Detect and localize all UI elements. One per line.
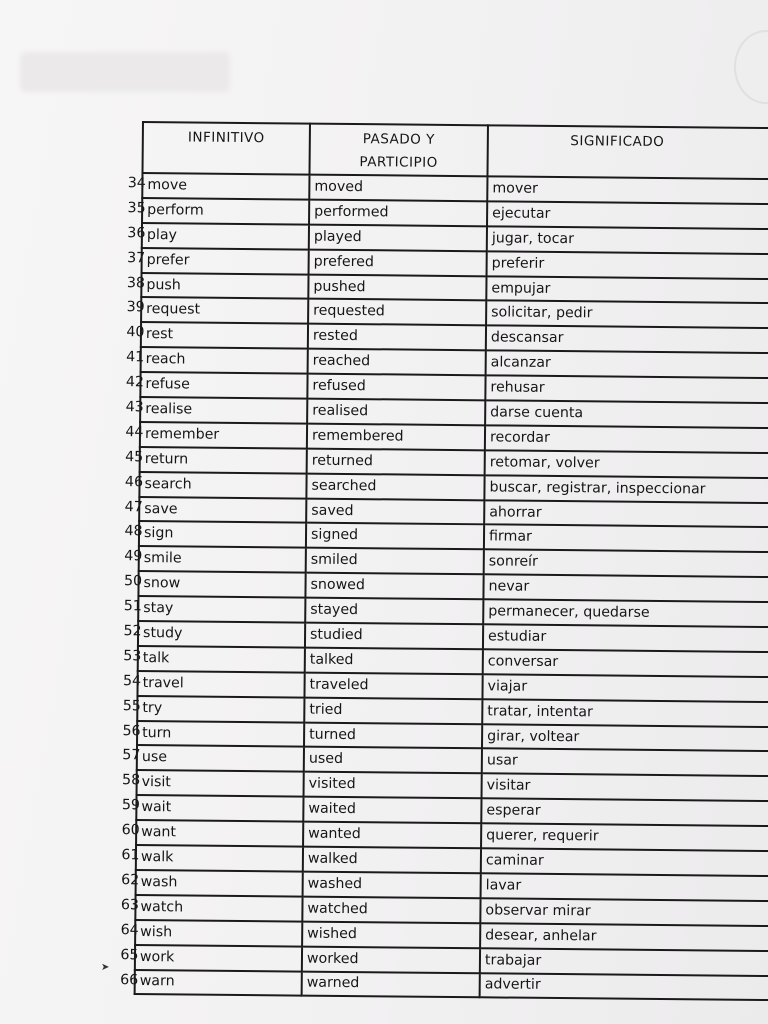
meaning-cell: retomar, volver bbox=[485, 450, 768, 478]
row-number: 62 bbox=[121, 872, 140, 889]
infinitive-cell: snow bbox=[138, 571, 305, 597]
meaning-cell: rehusar bbox=[485, 375, 768, 403]
infinitive-cell: watch bbox=[135, 895, 302, 921]
header-past-label-line1: PASADO Y bbox=[362, 131, 435, 148]
infinitive-cell: wait bbox=[136, 795, 303, 821]
header-infinitive bbox=[143, 122, 310, 175]
header-meaning bbox=[487, 125, 768, 179]
table-row bbox=[135, 969, 768, 1000]
row-number: 52 bbox=[123, 623, 142, 640]
row-number: 41 bbox=[126, 349, 145, 366]
header-infinitive-label: INFINITIVO bbox=[187, 129, 265, 147]
row-number: 40 bbox=[126, 324, 145, 341]
row-number: 50 bbox=[123, 573, 143, 590]
row-number: 42 bbox=[125, 374, 145, 391]
meaning-cell: ahorrar bbox=[484, 500, 768, 528]
meaning-cell: buscar, registrar, inspeccionar bbox=[484, 475, 768, 503]
past-participle-cell: performed bbox=[309, 199, 487, 226]
meaning-cell: desear, anhelar bbox=[480, 923, 768, 951]
infinitive-cell: remember bbox=[140, 422, 307, 448]
row-number: 34 bbox=[127, 175, 146, 192]
infinitive-cell: push bbox=[141, 273, 308, 299]
infinitive-cell: travel bbox=[137, 671, 304, 697]
row-number: 53 bbox=[123, 648, 142, 665]
infinitive-cell: wish bbox=[135, 920, 302, 946]
meaning-cell: preferir bbox=[487, 251, 768, 279]
row-number: 66 bbox=[120, 971, 139, 988]
infinitive-cell: visit bbox=[137, 770, 304, 796]
infinitive-cell: save bbox=[139, 497, 306, 523]
past-participle-cell: pushed bbox=[308, 274, 486, 301]
meaning-cell: observar mirar bbox=[480, 898, 768, 926]
infinitive-cell: request bbox=[141, 297, 308, 323]
table-header bbox=[143, 122, 768, 179]
past-participle-cell: returned bbox=[307, 448, 485, 475]
row-number: 55 bbox=[122, 697, 141, 715]
meaning-cell: descansar bbox=[486, 326, 768, 354]
meaning-cell: usar bbox=[482, 749, 768, 777]
past-participle-cell: turned bbox=[304, 722, 482, 749]
past-participle-cell: snowed bbox=[305, 573, 483, 600]
meaning-cell: caminar bbox=[481, 848, 768, 876]
row-number: 43 bbox=[125, 399, 144, 416]
row-number: 63 bbox=[120, 896, 140, 914]
verb-table-container bbox=[134, 121, 768, 1001]
past-participle-cell: played bbox=[309, 224, 487, 251]
row-number: 60 bbox=[121, 822, 140, 839]
row-number: 56 bbox=[122, 722, 141, 739]
infinitive-cell: return bbox=[140, 447, 307, 473]
meaning-cell: girar, voltear bbox=[482, 724, 768, 752]
past-participle-cell: studied bbox=[305, 623, 483, 650]
infinitive-cell: perform bbox=[142, 198, 309, 224]
past-participle-cell: signed bbox=[306, 523, 484, 550]
infinitive-cell: talk bbox=[138, 646, 305, 672]
row-number: 65 bbox=[120, 946, 139, 963]
meaning-cell: estudiar bbox=[483, 624, 768, 652]
past-participle-cell: prefered bbox=[309, 249, 487, 276]
row-number: 35 bbox=[127, 200, 146, 217]
row-number: 48 bbox=[124, 523, 143, 540]
meaning-cell: permanecer, quedarse bbox=[483, 599, 768, 627]
meaning-cell: recordar bbox=[485, 425, 768, 453]
row-number: 59 bbox=[121, 797, 140, 814]
past-participle-cell: stayed bbox=[305, 598, 483, 625]
infinitive-cell: smile bbox=[139, 546, 306, 572]
past-participle-cell: visited bbox=[304, 772, 482, 799]
meaning-cell: darse cuenta bbox=[485, 400, 768, 428]
past-participle-cell: used bbox=[304, 747, 482, 774]
infinitive-cell: search bbox=[139, 472, 306, 498]
past-participle-cell: warned bbox=[302, 971, 480, 998]
infinitive-cell: play bbox=[142, 223, 309, 249]
infinitive-cell: realise bbox=[140, 397, 307, 423]
infinitive-cell: study bbox=[138, 621, 305, 647]
past-participle-cell: rested bbox=[308, 324, 486, 351]
infinitive-cell: warn bbox=[135, 969, 302, 995]
past-participle-cell: smiled bbox=[306, 548, 484, 575]
past-participle-cell: searched bbox=[306, 473, 484, 500]
infinitive-cell: refuse bbox=[140, 372, 307, 398]
infinitive-cell: turn bbox=[137, 721, 304, 747]
meaning-cell: advertir bbox=[480, 973, 768, 1001]
header-past-label-line2: PARTICIPIO bbox=[359, 154, 438, 171]
past-participle-cell: realised bbox=[307, 399, 485, 426]
row-number: 44 bbox=[125, 424, 144, 441]
meaning-cell: empujar bbox=[486, 276, 768, 304]
infinitive-cell: wash bbox=[136, 870, 303, 896]
faint-seal bbox=[734, 30, 768, 104]
bleed-through-mark bbox=[20, 52, 230, 92]
infinitive-cell: stay bbox=[138, 596, 305, 622]
header-row bbox=[143, 122, 768, 179]
row-number: 36 bbox=[127, 224, 146, 242]
meaning-cell: trabajar bbox=[480, 948, 768, 976]
row-number: 39 bbox=[126, 299, 145, 316]
row-number: 51 bbox=[123, 598, 142, 615]
past-participle-cell: reached bbox=[308, 349, 486, 376]
row-number: 47 bbox=[124, 498, 143, 515]
past-participle-cell: talked bbox=[305, 648, 483, 675]
header-past-participle bbox=[309, 124, 487, 177]
infinitive-cell: sign bbox=[139, 521, 306, 547]
past-participle-cell: requested bbox=[308, 299, 486, 326]
meaning-cell: ejecutar bbox=[487, 201, 768, 229]
meaning-cell: tratar, intentar bbox=[482, 699, 768, 727]
meaning-cell: alcanzar bbox=[486, 351, 768, 379]
infinitive-cell: try bbox=[137, 696, 304, 722]
infinitive-cell: want bbox=[136, 820, 303, 846]
row-number: 45 bbox=[125, 448, 144, 466]
meaning-cell: querer, requerir bbox=[481, 823, 768, 851]
meaning-cell: esperar bbox=[481, 799, 768, 827]
past-participle-cell: wanted bbox=[303, 822, 481, 849]
infinitive-cell: move bbox=[142, 173, 309, 199]
pencil-mark: ➤ bbox=[101, 962, 110, 973]
past-participle-cell: traveled bbox=[304, 672, 482, 699]
infinitive-cell: work bbox=[135, 945, 302, 971]
meaning-cell: nevar bbox=[483, 575, 768, 603]
past-participle-cell: moved bbox=[309, 175, 487, 202]
row-number: 58 bbox=[122, 772, 141, 789]
past-participle-cell: watched bbox=[302, 896, 480, 923]
row-number: 49 bbox=[124, 548, 143, 565]
meaning-cell: conversar bbox=[483, 649, 768, 677]
meaning-cell: solicitar, pedir bbox=[486, 301, 768, 329]
past-participle-cell: walked bbox=[303, 847, 481, 874]
past-participle-cell: refused bbox=[307, 374, 485, 401]
meaning-cell: mover bbox=[487, 176, 768, 204]
past-participle-cell: saved bbox=[306, 498, 484, 525]
meaning-cell: sonreír bbox=[484, 550, 768, 578]
table-body bbox=[135, 173, 768, 1000]
meaning-cell: lavar bbox=[481, 873, 768, 901]
meaning-cell: visitar bbox=[482, 774, 768, 802]
row-number: 64 bbox=[120, 921, 139, 939]
past-participle-cell: remembered bbox=[307, 424, 485, 451]
past-participle-cell: tried bbox=[304, 697, 482, 724]
past-participle-cell: washed bbox=[303, 872, 481, 899]
row-number: 54 bbox=[122, 672, 142, 690]
past-participle-cell: worked bbox=[302, 946, 480, 973]
meaning-cell: jugar, tocar bbox=[487, 226, 768, 254]
row-number: 57 bbox=[122, 747, 141, 764]
meaning-cell: viajar bbox=[482, 674, 768, 702]
row-number: 46 bbox=[124, 473, 144, 490]
row-number: 61 bbox=[121, 847, 140, 864]
infinitive-cell: walk bbox=[136, 845, 303, 871]
infinitive-cell: rest bbox=[141, 322, 308, 348]
infinitive-cell: use bbox=[137, 745, 304, 771]
row-number: 38 bbox=[126, 274, 146, 291]
header-meaning-label: SIGNIFICADO bbox=[570, 133, 665, 151]
regular-verbs-table bbox=[134, 121, 768, 1002]
infinitive-cell: prefer bbox=[142, 248, 309, 274]
past-participle-cell: waited bbox=[303, 797, 481, 824]
row-number: 37 bbox=[127, 249, 146, 266]
infinitive-cell: reach bbox=[141, 347, 308, 373]
past-participle-cell: wished bbox=[302, 921, 480, 948]
meaning-cell: firmar bbox=[484, 525, 768, 553]
